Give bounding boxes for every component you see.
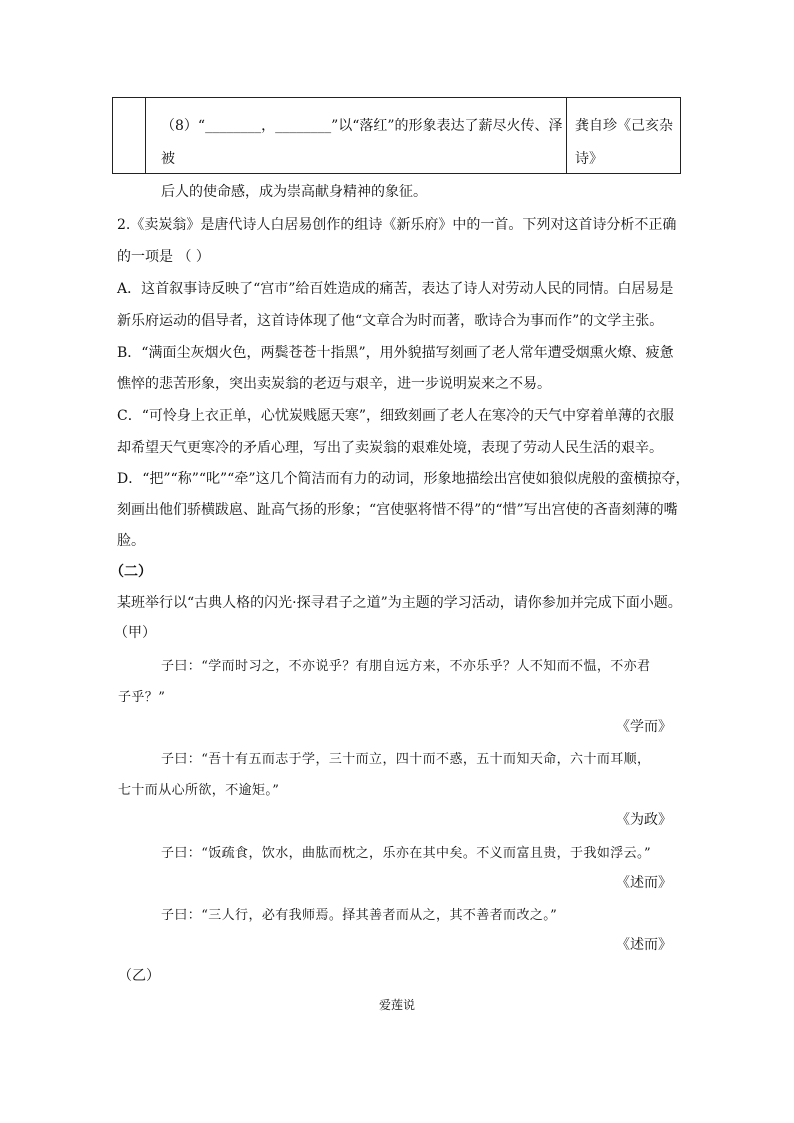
- quote-table: [112, 97, 681, 200]
- analects-quote: 七十而从心所欲，不逾矩。”: [118, 783, 280, 798]
- analects-quote: 子曰：“学而时习之，不亦说乎？有朋自远方来，不亦乐乎？人不知而不愠，不亦君: [161, 659, 651, 674]
- option-a: 新乐府运动的倡导者，这首诗体现了他“文章合为时而著，歌诗合为事而作”的文学主张。: [117, 313, 664, 329]
- table-source-cell: [575, 110, 675, 176]
- table-question-cell: [161, 110, 566, 209]
- option-c: 却希望天气更寒冷的矛盾心理，写出了卖炭翁的艰难处境，表现了劳动人民生活的艰辛。: [117, 440, 663, 456]
- section-heading: （二）: [110, 564, 152, 580]
- passage-label-yi: （乙）: [118, 968, 160, 984]
- table-question-line: 后人的使命感，成为崇高献身精神的象征。: [161, 184, 427, 200]
- activity-intro: 某班举行以“古典人格的闪光·探寻君子之道”为主题的学习活动，请你参加并完成下面小题。: [117, 595, 682, 611]
- passage-label-jia: （甲）: [114, 625, 156, 641]
- quote-source: 《学而》: [616, 719, 672, 735]
- table-source-line: 诗》: [575, 151, 603, 167]
- question2-stem: 的一项是 （ ）: [117, 249, 210, 265]
- quote-source: 《为政》: [616, 812, 672, 828]
- passage-title: 爱莲说: [378, 998, 415, 1012]
- option-d: D．“把”“称”“叱”“牵”这几个简洁而有力的动词，形象地描绘出宫使如狼似虎般的蛮横掠夺，: [117, 471, 690, 487]
- option-d: 脸。: [117, 533, 145, 549]
- quote-source: 《述而》: [616, 937, 672, 953]
- analects-quote: 子乎？”: [118, 690, 166, 705]
- quote-source: 《述而》: [616, 875, 672, 891]
- option-d: 刻画出他们骄横跋扈、趾高气扬的形象；“宫使驱将惜不得”的“惜”写出宫使的吝啬刻薄的嘴: [117, 502, 678, 518]
- table-question-line: （8）“________，________”以“落红”的形象表达了薪尽火传、泽被: [161, 118, 563, 167]
- option-a: A．这首叙事诗反映了“宫市”给百姓造成的痛苦，表达了诗人对劳动人民的同情。白居易是: [117, 281, 674, 297]
- analects-quote: 子曰：“三人行，必有我师焉。择其善者而从之，其不善者而改之。”: [161, 908, 558, 923]
- analects-quote: 子曰：“饭疏食，饮水，曲肱而枕之，乐亦在其中矣。不义而富且贵，于我如浮云。”: [161, 846, 651, 861]
- option-b: 憔悴的悲苦形象，突出卖炭翁的老迈与艰辛，进一步说明炭来之不易。: [117, 376, 551, 392]
- table-source-line: 龚自珍《己亥杂: [575, 118, 673, 134]
- table-number-cell: [113, 98, 146, 173]
- option-b: B．“满面尘灰烟火色，两鬓苍苍十指黑”，用外貌描写刻画了老人常年遭受烟熏火燎、疲惫: [117, 345, 674, 361]
- option-c: C．“可怜身上衣正单，心忧炭贱愿天寒”，细致刻画了老人在寒冷的天气中穿着单薄的衣服: [117, 408, 675, 424]
- table-divider: [566, 98, 567, 173]
- question2-stem: 2.《卖炭翁》是唐代诗人白居易创作的组诗《新乐府》中的一首。下列对这首诗分析不正确: [117, 217, 677, 233]
- analects-quote: 子曰：“吾十有五而志于学，三十而立，四十而不惑，五十而知天命，六十而耳顺，: [161, 752, 651, 767]
